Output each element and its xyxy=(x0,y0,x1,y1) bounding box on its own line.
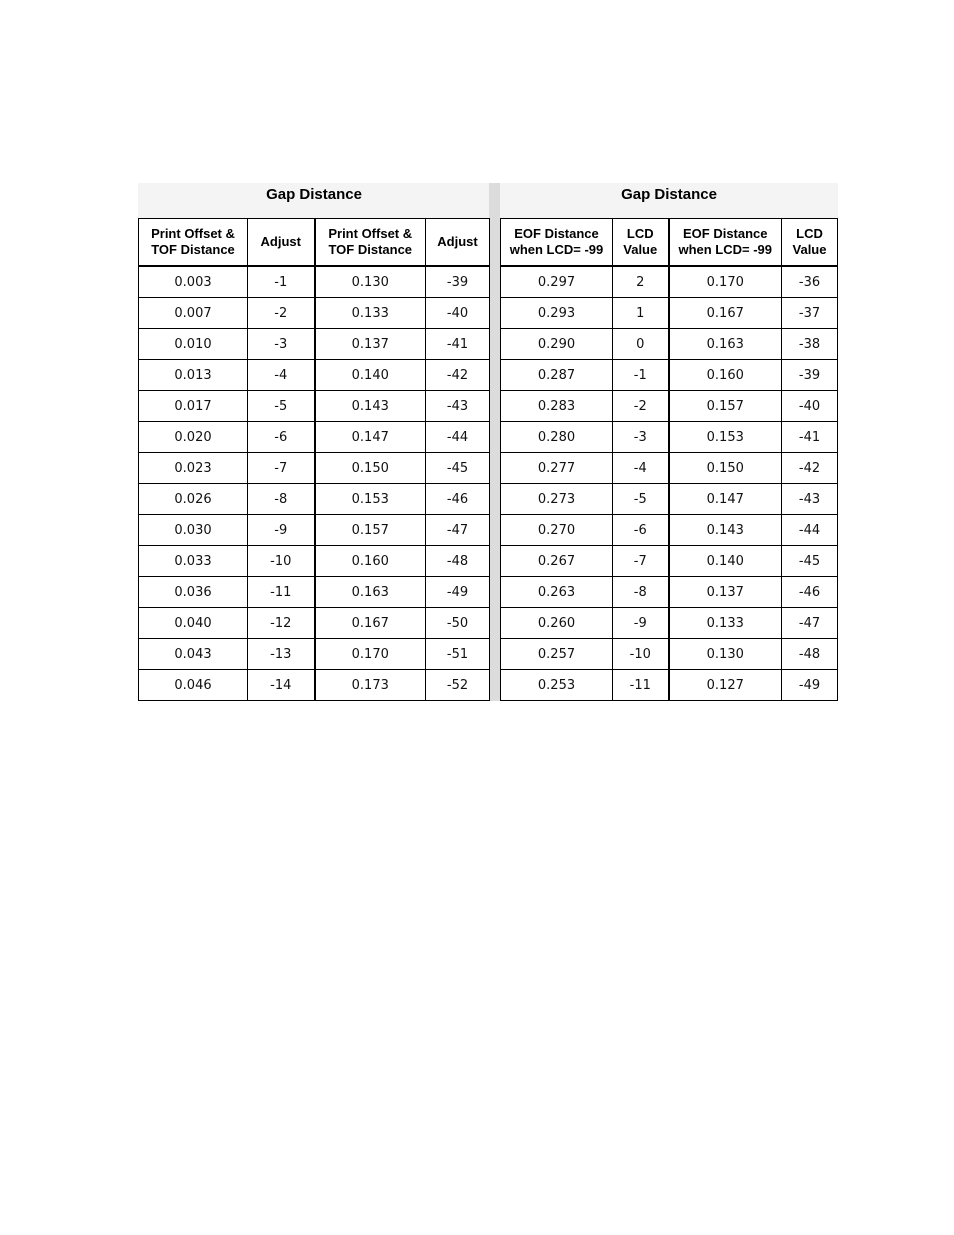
column-header: LCD Value xyxy=(613,219,669,267)
table-cell: 0.130 xyxy=(315,266,426,298)
table-row xyxy=(501,329,838,360)
table-cell: -4 xyxy=(248,360,315,391)
left-table-title: Gap Distance xyxy=(266,186,362,203)
table-cell: -11 xyxy=(613,670,669,701)
table-cell: 0.003 xyxy=(139,266,248,298)
table-row xyxy=(139,577,490,608)
table-cell: 0.140 xyxy=(315,360,426,391)
table-cell: 0.273 xyxy=(501,484,613,515)
column-header: Print Offset & TOF Distance xyxy=(139,219,248,267)
table-cell: 0.290 xyxy=(501,329,613,360)
table-cell: -36 xyxy=(782,266,838,298)
table-cell: 0.263 xyxy=(501,577,613,608)
table-row xyxy=(501,298,838,329)
left-gap-table xyxy=(138,218,490,701)
table-cell: 0.150 xyxy=(315,453,426,484)
table-cell: 0.036 xyxy=(139,577,248,608)
table-cell: 0.163 xyxy=(669,329,782,360)
table-row xyxy=(139,298,490,329)
table-cell: -48 xyxy=(426,546,490,577)
table-cell: -42 xyxy=(782,453,838,484)
table-row xyxy=(139,670,490,701)
right-gap-table xyxy=(500,218,838,701)
table-row xyxy=(139,422,490,453)
table-cell: -40 xyxy=(782,391,838,422)
table-row xyxy=(501,608,838,639)
table-row xyxy=(501,360,838,391)
table-row xyxy=(501,639,838,670)
table-cell: 0.253 xyxy=(501,670,613,701)
table-cell: 0.140 xyxy=(669,546,782,577)
table-cell: -6 xyxy=(613,515,669,546)
table-cell: 0.173 xyxy=(315,670,426,701)
table-cell: -5 xyxy=(248,391,315,422)
table-cell: 0.160 xyxy=(669,360,782,391)
table-cell: 0.153 xyxy=(669,422,782,453)
table-cell: -3 xyxy=(613,422,669,453)
table-cell: 0.020 xyxy=(139,422,248,453)
table-row xyxy=(139,484,490,515)
left-table-body xyxy=(139,266,490,701)
table-cell: 1 xyxy=(613,298,669,329)
table-row xyxy=(139,329,490,360)
column-header: Adjust xyxy=(248,219,315,267)
table-cell: -6 xyxy=(248,422,315,453)
table-cell: 0.143 xyxy=(669,515,782,546)
table-cell: -49 xyxy=(782,670,838,701)
table-cell: -10 xyxy=(248,546,315,577)
table-cell: -47 xyxy=(426,515,490,546)
column-header: Print Offset & TOF Distance xyxy=(315,219,426,267)
table-cell: 0.023 xyxy=(139,453,248,484)
table-cell: 0.160 xyxy=(315,546,426,577)
table-row xyxy=(139,515,490,546)
table-cell: 0.133 xyxy=(669,608,782,639)
table-row xyxy=(139,608,490,639)
table-cell: 0.277 xyxy=(501,453,613,484)
column-header: LCD Value xyxy=(782,219,838,267)
table-cell: 0.157 xyxy=(315,515,426,546)
table-cell: -9 xyxy=(248,515,315,546)
table-cell: 0.297 xyxy=(501,266,613,298)
table-row xyxy=(139,639,490,670)
table-row xyxy=(501,670,838,701)
table-cell: -37 xyxy=(782,298,838,329)
table-cell: 0.170 xyxy=(315,639,426,670)
table-cell: 0.137 xyxy=(315,329,426,360)
table-cell: -7 xyxy=(613,546,669,577)
right-table-block xyxy=(500,183,838,701)
table-cell: -47 xyxy=(782,608,838,639)
table-cell: -52 xyxy=(426,670,490,701)
table-cell: 0.137 xyxy=(669,577,782,608)
table-cell: -44 xyxy=(782,515,838,546)
table-cell: 0.017 xyxy=(139,391,248,422)
table-cell: -39 xyxy=(426,266,490,298)
table-row xyxy=(139,266,490,298)
table-cell: -13 xyxy=(248,639,315,670)
table-cell: -3 xyxy=(248,329,315,360)
table-header-row xyxy=(139,219,490,267)
table-cell: 0.283 xyxy=(501,391,613,422)
right-table-body xyxy=(501,266,838,701)
table-cell: -10 xyxy=(613,639,669,670)
table-cell: -40 xyxy=(426,298,490,329)
table-cell: 0.043 xyxy=(139,639,248,670)
table-cell: -45 xyxy=(782,546,838,577)
table-cell: 0.167 xyxy=(315,608,426,639)
table-cell: 0.026 xyxy=(139,484,248,515)
table-cell: 0.033 xyxy=(139,546,248,577)
table-cell: -41 xyxy=(782,422,838,453)
table-cell: -8 xyxy=(613,577,669,608)
table-cell: 2 xyxy=(613,266,669,298)
table-cell: 0 xyxy=(613,329,669,360)
table-cell: -50 xyxy=(426,608,490,639)
table-cell: 0.046 xyxy=(139,670,248,701)
table-cell: -49 xyxy=(426,577,490,608)
table-row xyxy=(501,484,838,515)
table-row xyxy=(501,422,838,453)
table-cell: 0.293 xyxy=(501,298,613,329)
table-cell: 0.270 xyxy=(501,515,613,546)
table-row xyxy=(501,577,838,608)
table-cell: -2 xyxy=(248,298,315,329)
table-row xyxy=(501,515,838,546)
table-cell: -5 xyxy=(613,484,669,515)
table-row xyxy=(501,453,838,484)
right-table-title: Gap Distance xyxy=(621,186,717,203)
table-cell: 0.163 xyxy=(315,577,426,608)
left-table-block xyxy=(138,183,490,701)
table-header-row xyxy=(501,219,838,267)
table-row xyxy=(139,546,490,577)
table-cell: 0.157 xyxy=(669,391,782,422)
table-cell: 0.010 xyxy=(139,329,248,360)
table-cell: -11 xyxy=(248,577,315,608)
table-cell: 0.030 xyxy=(139,515,248,546)
table-cell: 0.267 xyxy=(501,546,613,577)
table-cell: -45 xyxy=(426,453,490,484)
table-cell: -51 xyxy=(426,639,490,670)
table-cell: 0.007 xyxy=(139,298,248,329)
table-cell: 0.147 xyxy=(315,422,426,453)
table-cell: -44 xyxy=(426,422,490,453)
table-row xyxy=(501,266,838,298)
table-cell: -41 xyxy=(426,329,490,360)
table-cell: -14 xyxy=(248,670,315,701)
table-cell: -38 xyxy=(782,329,838,360)
table-cell: 0.150 xyxy=(669,453,782,484)
table-cell: -43 xyxy=(426,391,490,422)
table-cell: 0.040 xyxy=(139,608,248,639)
table-cell: 0.130 xyxy=(669,639,782,670)
column-header: EOF Distance when LCD= -99 xyxy=(669,219,782,267)
table-cell: -46 xyxy=(426,484,490,515)
table-cell: 0.127 xyxy=(669,670,782,701)
table-cell: -12 xyxy=(248,608,315,639)
table-cell: 0.147 xyxy=(669,484,782,515)
table-cell: -7 xyxy=(248,453,315,484)
column-header: Adjust xyxy=(426,219,490,267)
table-cell: 0.287 xyxy=(501,360,613,391)
table-row xyxy=(501,546,838,577)
table-cell: 0.153 xyxy=(315,484,426,515)
table-divider xyxy=(489,183,500,701)
table-cell: -9 xyxy=(613,608,669,639)
table-cell: 0.013 xyxy=(139,360,248,391)
table-row xyxy=(139,453,490,484)
table-cell: -8 xyxy=(248,484,315,515)
table-cell: 0.257 xyxy=(501,639,613,670)
table-cell: 0.167 xyxy=(669,298,782,329)
table-cell: -46 xyxy=(782,577,838,608)
table-cell: 0.133 xyxy=(315,298,426,329)
column-header: EOF Distance when LCD= -99 xyxy=(501,219,613,267)
table-cell: -1 xyxy=(613,360,669,391)
table-cell: 0.280 xyxy=(501,422,613,453)
table-cell: -1 xyxy=(248,266,315,298)
table-cell: -2 xyxy=(613,391,669,422)
table-cell: -39 xyxy=(782,360,838,391)
table-row xyxy=(139,360,490,391)
table-cell: -42 xyxy=(426,360,490,391)
table-cell: 0.260 xyxy=(501,608,613,639)
table-cell: -4 xyxy=(613,453,669,484)
table-cell: 0.143 xyxy=(315,391,426,422)
table-cell: -48 xyxy=(782,639,838,670)
table-cell: -43 xyxy=(782,484,838,515)
table-row xyxy=(501,391,838,422)
table-cell: 0.170 xyxy=(669,266,782,298)
table-row xyxy=(139,391,490,422)
